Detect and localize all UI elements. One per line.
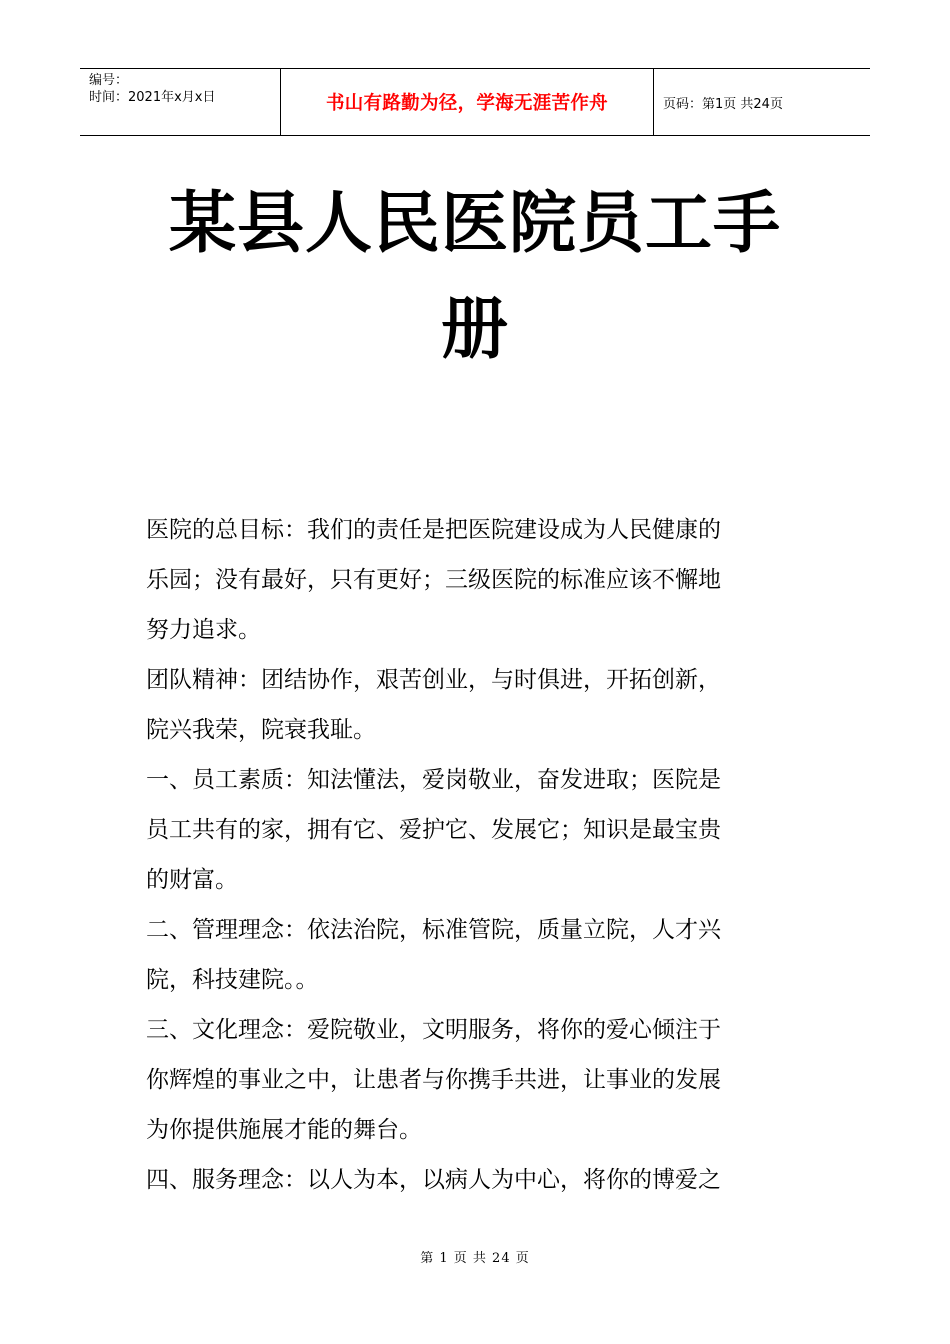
body-line: 的财富。 (146, 867, 238, 893)
header-meta-cell (80, 69, 281, 135)
header-page-info: 页码：第1页 共24页 (663, 96, 783, 112)
document-title-line-2: 册 (441, 290, 509, 368)
header-motto: 书山有路勤为径，学海无涯苦作舟 (281, 69, 654, 135)
body-line: 一、员工素质：知法懂法，爱岗敬业，奋发进取；医院是 (146, 767, 721, 793)
body-line: 努力追求。 (146, 617, 261, 643)
document-title-line-1: 某县人民医院员工手 (169, 184, 781, 262)
page-footer: 第 1 页 共 24 页 (420, 1251, 530, 1266)
document-time-label: 时间：2021年x月x日 (89, 90, 216, 105)
body-line: 你辉煌的事业之中，让患者与你携手共进，让事业的发展 (146, 1067, 721, 1093)
document-number-label: 编号： (89, 73, 129, 88)
body-line: 二、管理理念：依法治院，标准管院，质量立院，人才兴 (146, 917, 721, 943)
body-line: 为你提供施展才能的舞台。 (146, 1117, 422, 1143)
body-line: 员工共有的家，拥有它、爱护它、发展它；知识是最宝贵 (146, 817, 721, 843)
body-line: 团队精神：团结协作，艰苦创业，与时俱进，开拓创新， (146, 667, 721, 693)
body-line: 三、文化理念：爱院敬业，文明服务，将你的爱心倾注于 (146, 1017, 721, 1043)
body-line: 院，科技建院。。 (146, 967, 319, 993)
document-body (146, 505, 786, 1205)
document-header (80, 68, 870, 136)
body-line: 四、服务理念：以人为本，以病人为中心，将你的博爱之 (146, 1167, 721, 1193)
body-line: 院兴我荣，院衰我耻。 (146, 717, 376, 743)
body-line: 医院的总目标：我们的责任是把医院建设成为人民健康的 (146, 517, 721, 543)
body-line: 乐园；没有最好，只有更好；三级医院的标准应该不懈地 (146, 567, 721, 593)
